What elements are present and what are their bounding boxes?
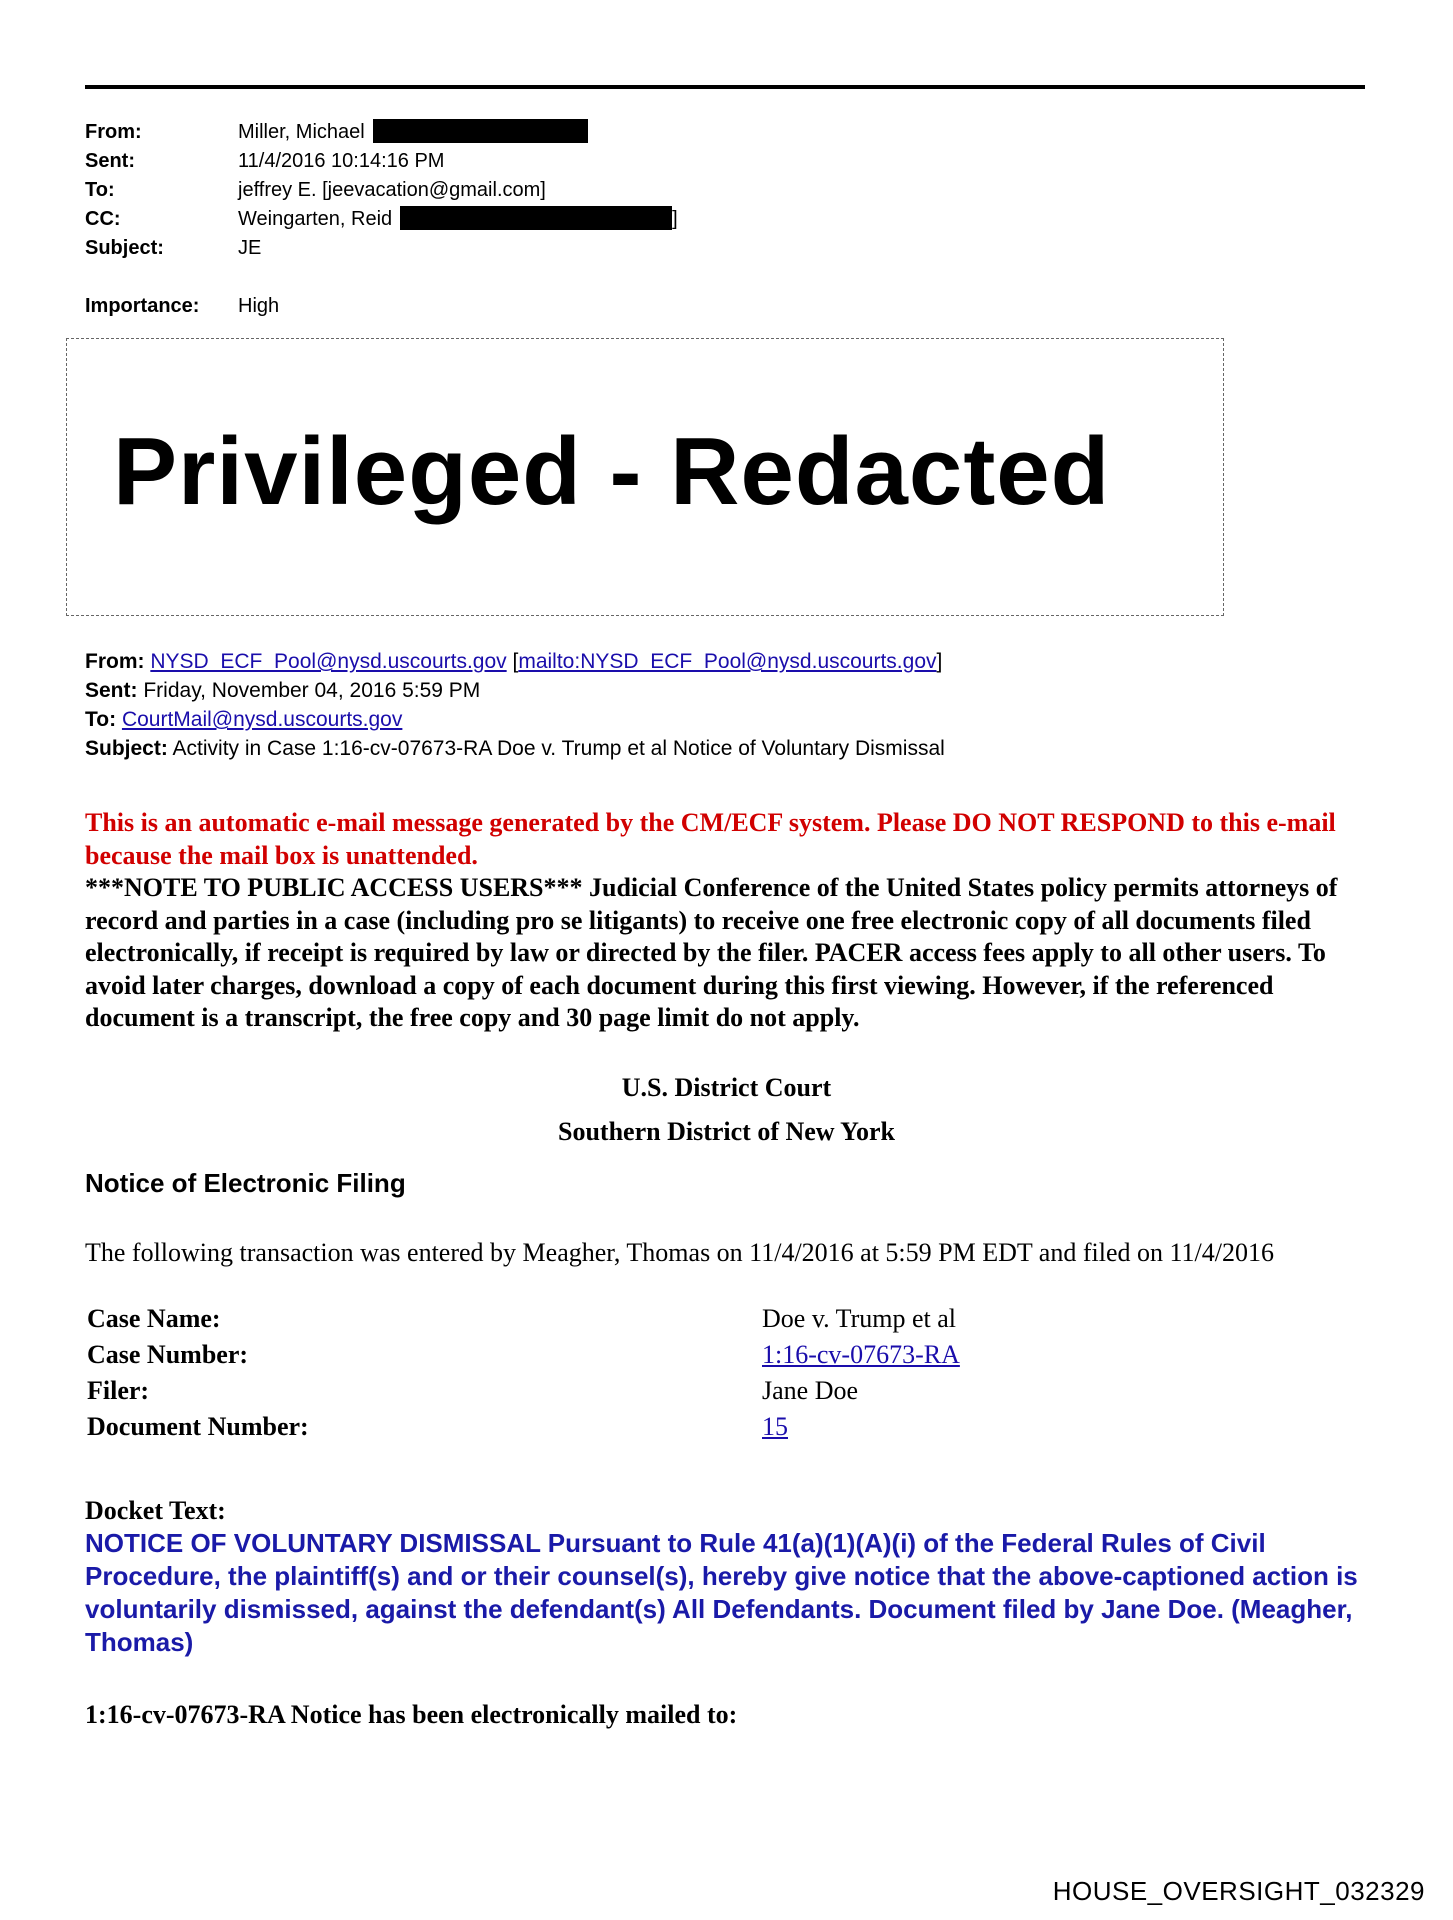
forwarded-subject-row [85, 734, 945, 763]
docket-text: NOTICE OF VOLUNTARY DISMISSAL Pursuant to Rule 41(a)(1)(A)(i) of the Federal Rules of Civil Procedure, the plaintiff(s) and or their counsel(s), hereby give notice that the above-captioned action is voluntarily dismissed, against the defendant(s) All Defendants. Document filed by Jane Doe. (Meagher, Thomas) [85, 1528, 1358, 1657]
top-divider [85, 85, 1365, 89]
mailto-close-bracket: ] [936, 650, 943, 673]
to-label: To: [85, 179, 115, 201]
forwarded-from-row [85, 647, 942, 676]
filer-value: Jane Doe [762, 1376, 859, 1405]
case-number-link[interactable]: 1:16-cv-07673-RA [762, 1340, 960, 1369]
fwd-subject-value: Activity in Case 1:16-cv-07673-RA Doe v. Trump et al Notice of Voluntary Dismissal [172, 737, 945, 760]
fwd-sent-value: Friday, November 04, 2016 5:59 PM [143, 679, 481, 702]
case-name-label: Case Name: [87, 1304, 221, 1333]
court-name: U.S. District Court [621, 1073, 832, 1102]
fwd-mailto-link[interactable]: mailto:NYSD_ECF_Pool@nysd.uscourts.gov [518, 650, 937, 673]
document-number-link[interactable]: 15 [762, 1412, 788, 1441]
filer-row [87, 1376, 1287, 1412]
case-name-value: Doe v. Trump et al [762, 1304, 957, 1333]
subject-label: Subject: [85, 237, 164, 259]
mailed-notice: 1:16-cv-07673-RA Notice has been electronically mailed to: [85, 1700, 738, 1729]
automatic-message-warning: This is an automatic e-mail message generated by the CM/ECF system. Please DO NOT RESPOND to this e-mail because the mail box is unattended. [85, 808, 1336, 870]
district-name: Southern District of New York [558, 1117, 895, 1146]
privileged-redaction-box [66, 338, 1224, 616]
fwd-from-email-link[interactable]: NYSD_ECF_Pool@nysd.uscourts.gov [150, 650, 507, 673]
sent-label: Sent: [85, 150, 135, 172]
forwarded-to-row [85, 705, 402, 734]
filer-label: Filer: [87, 1376, 150, 1405]
fwd-subject-label: Subject: [85, 737, 168, 760]
cc-suffix: ] [672, 208, 678, 230]
to-value: jeffrey E. [jeevacation@gmail.com] [238, 179, 546, 201]
nef-title: Notice of Electronic Filing [85, 1168, 406, 1198]
case-number-row [87, 1340, 1287, 1376]
public-access-note: ***NOTE TO PUBLIC ACCESS USERS*** Judicial Conference of the United States policy permits attorneys of record and parties in a case (including pro se litigants) to receive one free electronic copy of all documents filed electronically, if receipt is required by law or directed by the filer. PACER access fees apply to all other users. To avoid later charges, download a copy of each document during this first viewing. However, if the referenced document is a transcript, the free copy and 30 page limit do not apply. [85, 873, 1338, 1032]
subject-value: JE [238, 237, 262, 259]
importance-value: High [238, 295, 280, 317]
transaction-text: The following transaction was entered by Meagher, Thomas on 11/4/2016 at 5:59 PM EDT and filed on 11/4/2016 [85, 1238, 1274, 1267]
redaction-bar [400, 206, 672, 230]
case-number-label: Case Number: [87, 1340, 249, 1369]
redaction-bar [373, 119, 588, 143]
fwd-from-label: From: [85, 650, 145, 673]
case-name-row [87, 1304, 1287, 1340]
privileged-text: Privileged - Redacted [113, 418, 1111, 525]
mailto-open-bracket: [ [512, 650, 519, 673]
docket-text-label: Docket Text: [85, 1496, 226, 1525]
fwd-sent-label: Sent: [85, 679, 138, 702]
sent-value: 11/4/2016 10:14:16 PM [238, 150, 445, 172]
cc-label: CC: [85, 208, 121, 230]
from-value: Miller, Michael [238, 121, 365, 143]
document-number-label: Document Number: [87, 1412, 309, 1441]
fwd-to-label: To: [85, 708, 117, 731]
cc-value: Weingarten, Reid [238, 208, 393, 230]
importance-label: Importance: [85, 295, 200, 317]
from-label: From: [85, 121, 142, 143]
fwd-to-email-link[interactable]: CourtMail@nysd.uscourts.gov [121, 708, 403, 731]
forwarded-sent-row [85, 676, 480, 705]
bates-number: HOUSE_OVERSIGHT_032329 [1052, 1876, 1425, 1906]
document-number-row [87, 1412, 1287, 1448]
